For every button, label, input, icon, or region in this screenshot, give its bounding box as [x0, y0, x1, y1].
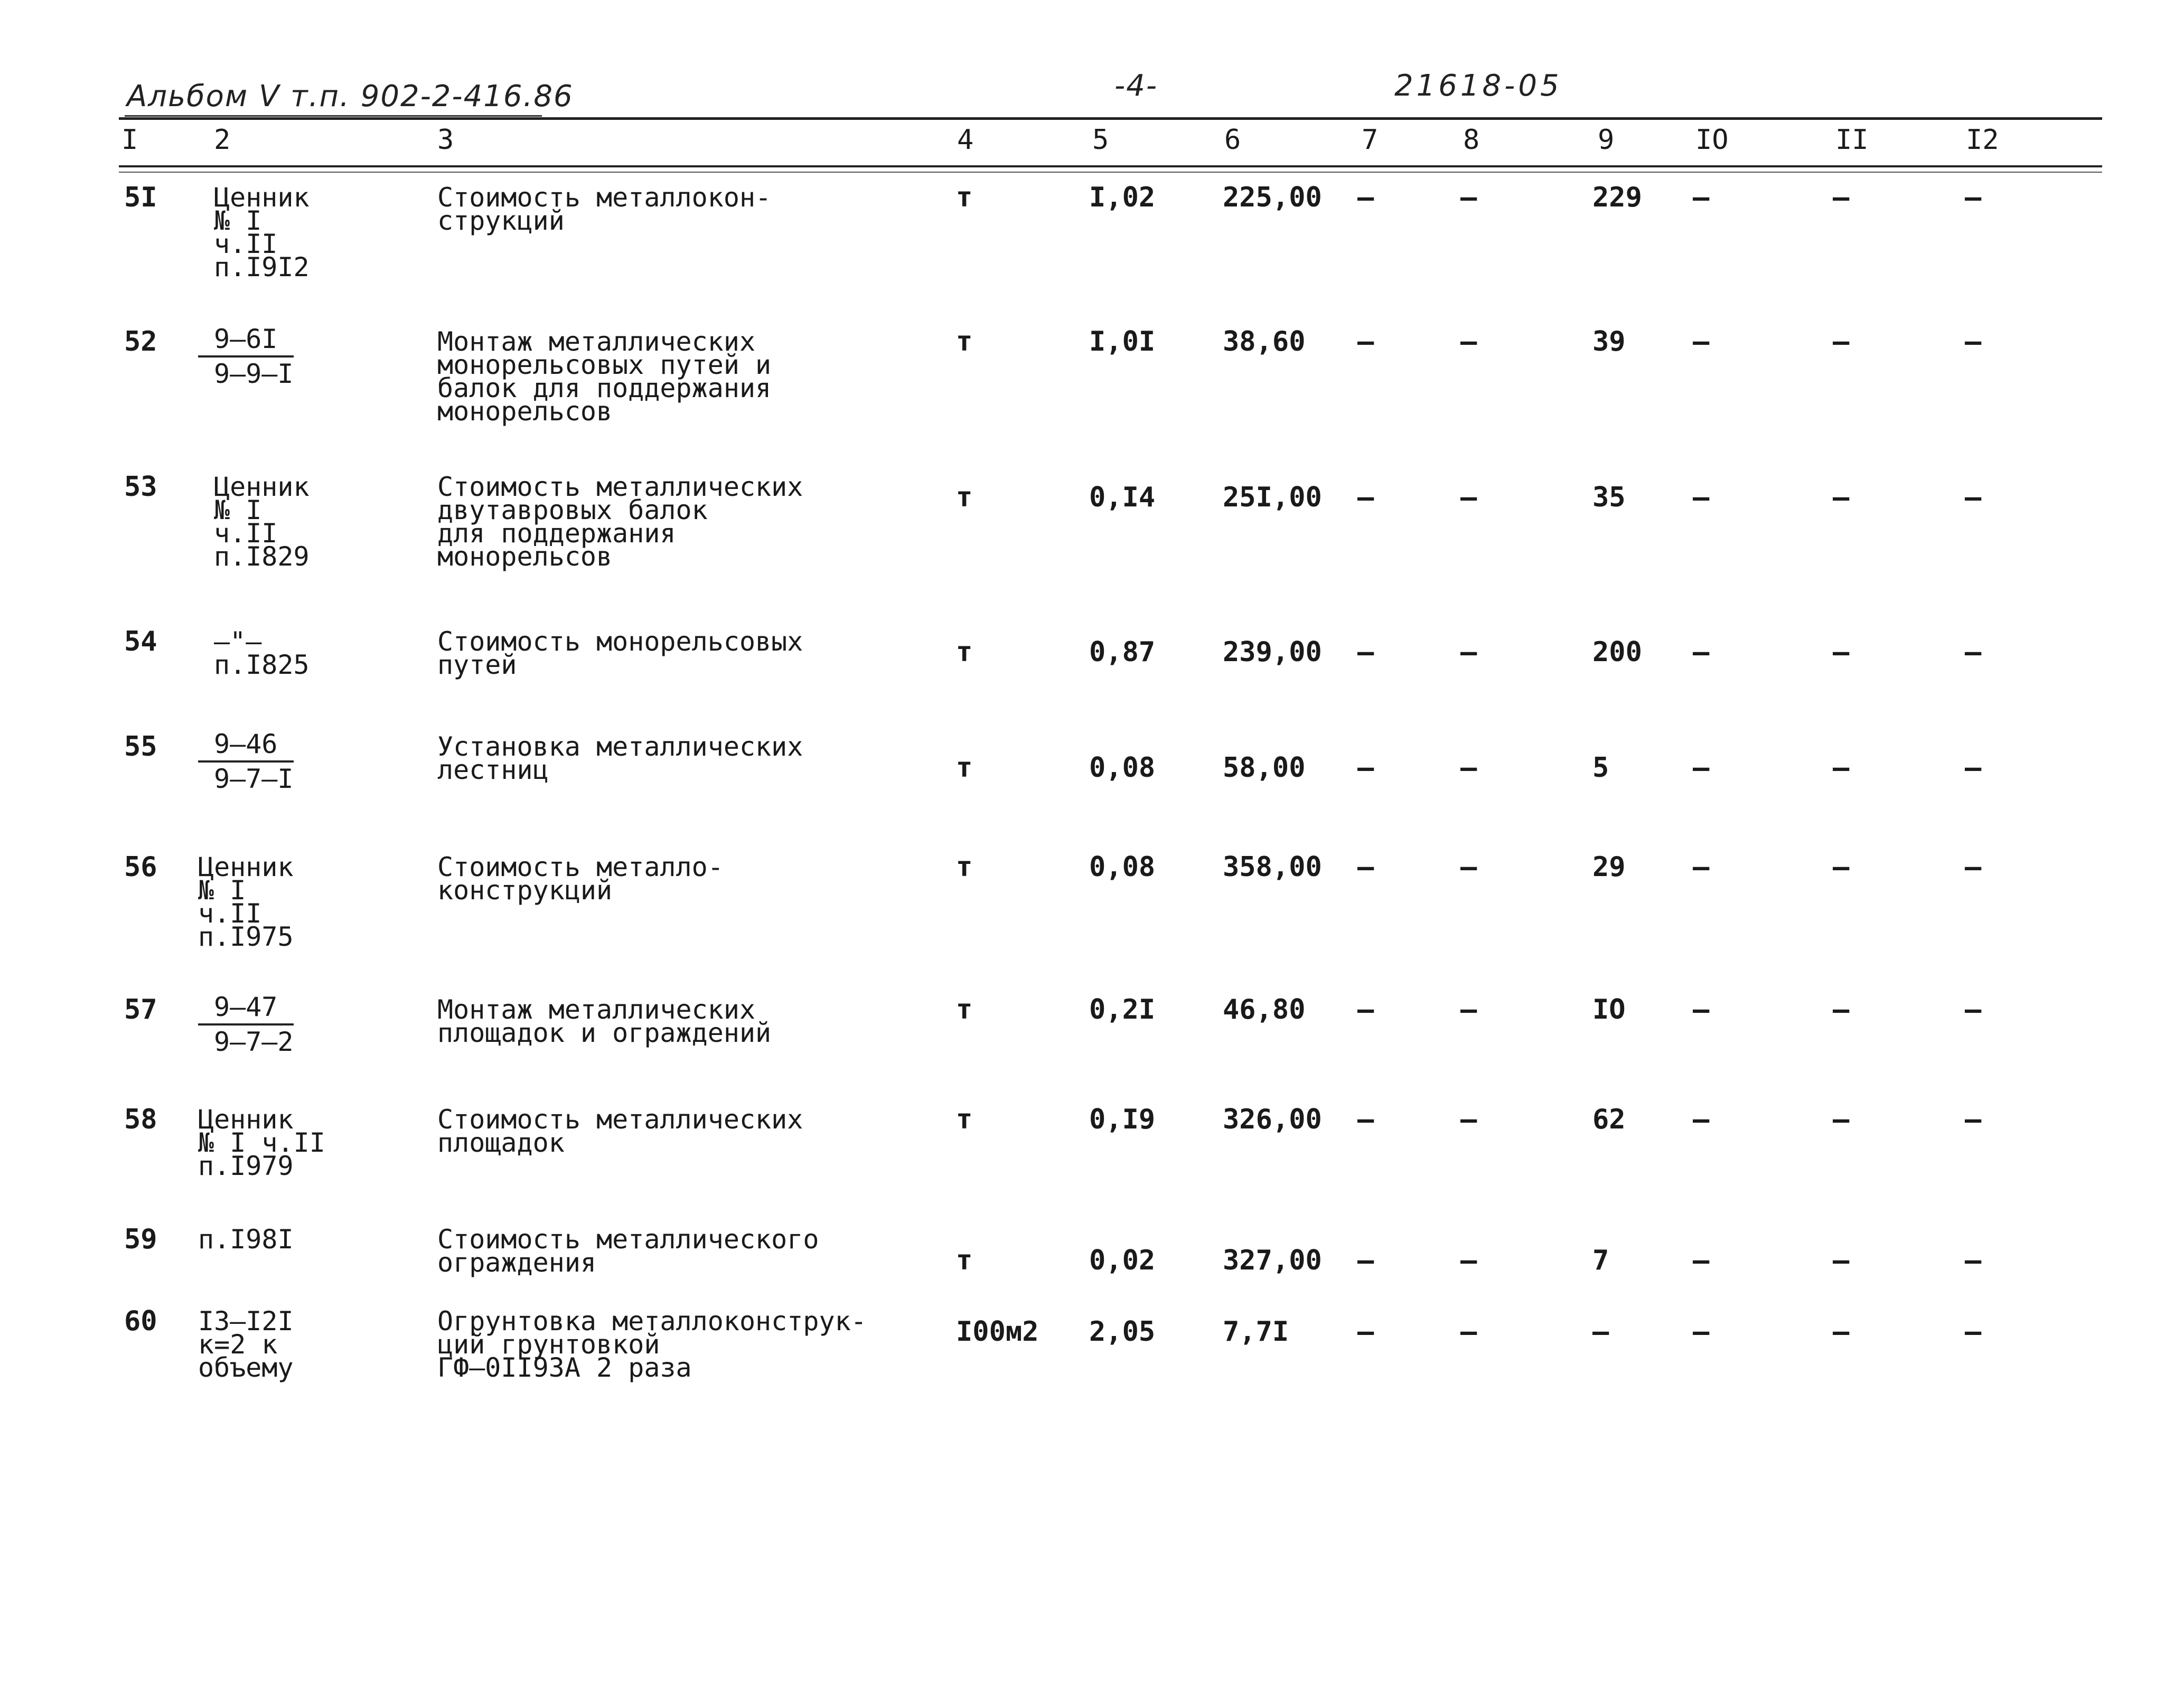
- quantity: 0,08: [1089, 752, 1156, 784]
- work-description: Стоимость металлических площадок: [437, 1104, 803, 1158]
- column-header-3: 3: [437, 124, 454, 156]
- unit-price: 58,00: [1223, 752, 1306, 784]
- unit: т: [956, 482, 973, 513]
- column-11-value: –: [1833, 636, 1850, 668]
- quantity: 0,2I: [1089, 994, 1156, 1026]
- column-header-5: 5: [1092, 124, 1109, 156]
- column-9-value: 200: [1592, 636, 1642, 668]
- column-12-value: –: [1965, 994, 1982, 1026]
- column-12-value: –: [1965, 851, 1982, 883]
- column-header-6: 6: [1224, 124, 1241, 156]
- quantity: 0,I4: [1089, 482, 1156, 513]
- unit-price: 25I,00: [1223, 482, 1322, 513]
- top-rule: [119, 117, 2102, 120]
- column-header-12: I2: [1966, 124, 1999, 156]
- column-header-4: 4: [957, 124, 974, 156]
- price-reference: п.I98I: [198, 1224, 294, 1255]
- unit-price: 358,00: [1223, 851, 1322, 883]
- norm-reference: [198, 731, 294, 792]
- column-11-value: –: [1833, 1104, 1850, 1135]
- column-8-value: –: [1460, 326, 1477, 358]
- column-7-value: –: [1357, 482, 1374, 513]
- column-12-value: –: [1965, 482, 1982, 513]
- work-description: Стоимость металлических двутавровых балок для поддержания монорельсов: [437, 472, 803, 572]
- column-header-11: II: [1835, 124, 1869, 156]
- column-10-value: –: [1693, 326, 1710, 358]
- column-7-value: –: [1357, 851, 1374, 883]
- work-description: Монтаж металлических площадок и ограждений: [437, 994, 772, 1048]
- column-8-value: –: [1460, 482, 1477, 513]
- column-12-value: –: [1965, 1245, 1982, 1276]
- column-12-value: –: [1965, 752, 1982, 784]
- column-7-value: –: [1357, 1104, 1374, 1135]
- document-code: 21618-05: [1394, 69, 1562, 103]
- column-12-value: –: [1965, 636, 1982, 668]
- column-10-value: –: [1693, 1104, 1710, 1135]
- column-11-value: –: [1833, 851, 1850, 883]
- column-11-value: –: [1833, 482, 1850, 513]
- column-8-value: –: [1460, 1316, 1477, 1348]
- column-10-value: –: [1693, 851, 1710, 883]
- column-8-value: –: [1460, 752, 1477, 784]
- unit: т: [956, 994, 973, 1026]
- column-header-10: IO: [1695, 124, 1729, 156]
- unit-price: 225,00: [1223, 182, 1322, 213]
- price-reference: Ценник № I ч.II п.I975: [198, 852, 294, 952]
- norm-reference-bottom: 9–7–2: [214, 1027, 294, 1057]
- norm-reference: [198, 326, 294, 387]
- column-11-value: –: [1833, 752, 1850, 784]
- unit-price: 38,60: [1223, 326, 1306, 358]
- row-number: 56: [124, 851, 157, 883]
- column-7-value: –: [1357, 752, 1374, 784]
- column-header-2: 2: [214, 124, 231, 156]
- column-8-value: –: [1460, 636, 1477, 668]
- unit-price: 46,80: [1223, 994, 1306, 1026]
- price-reference: Ценник № I ч.II п.I9I2: [214, 182, 310, 283]
- quantity: 0,I9: [1089, 1104, 1156, 1135]
- column-9-value: IO: [1592, 994, 1626, 1026]
- column-9-value: –: [1592, 1316, 1609, 1348]
- unit: т: [956, 752, 973, 784]
- norm-reference-bottom: 9–7–I: [214, 764, 294, 794]
- row-number: 59: [124, 1224, 157, 1255]
- column-12-value: –: [1965, 182, 1982, 213]
- column-9-value: 229: [1592, 182, 1642, 213]
- column-7-value: –: [1357, 994, 1374, 1026]
- page-mark: -4-: [1114, 69, 1158, 103]
- norm-reference: [198, 994, 294, 1055]
- column-10-value: –: [1693, 636, 1710, 668]
- column-7-value: –: [1357, 182, 1374, 213]
- row-number: 5I: [124, 182, 157, 213]
- column-10-value: –: [1693, 994, 1710, 1026]
- column-header-1: I: [121, 124, 138, 156]
- unit: т: [956, 636, 973, 668]
- norm-reference-top: 9–47: [198, 994, 294, 1026]
- column-7-value: –: [1357, 326, 1374, 358]
- column-11-value: –: [1833, 1245, 1850, 1276]
- quantity: 0,02: [1089, 1245, 1156, 1276]
- column-10-value: –: [1693, 1245, 1710, 1276]
- unit: т: [956, 182, 973, 213]
- column-9-value: 39: [1592, 326, 1626, 358]
- row-number: 53: [124, 471, 157, 503]
- column-11-value: –: [1833, 994, 1850, 1026]
- unit: т: [956, 326, 973, 358]
- work-description: Стоимость монорельсовых путей: [437, 626, 803, 680]
- column-7-value: –: [1357, 1245, 1374, 1276]
- unit: т: [956, 1104, 973, 1135]
- column-9-value: 7: [1592, 1245, 1609, 1276]
- row-number: 55: [124, 731, 157, 763]
- price-reference: Ценник № I ч.II п.I979: [198, 1104, 325, 1181]
- column-12-value: –: [1965, 1104, 1982, 1135]
- column-9-value: 5: [1592, 752, 1609, 784]
- column-header-8: 8: [1463, 124, 1480, 156]
- work-description: Стоимость металлокон- струкций: [437, 182, 772, 236]
- column-10-value: –: [1693, 182, 1710, 213]
- header-rule: [119, 165, 2102, 167]
- row-number: 58: [124, 1104, 157, 1135]
- price-reference: –"– п.I825: [214, 626, 310, 680]
- column-7-value: –: [1357, 1316, 1374, 1348]
- column-10-value: –: [1693, 752, 1710, 784]
- column-9-value: 62: [1592, 1104, 1626, 1135]
- quantity: I,0I: [1089, 326, 1156, 358]
- column-12-value: –: [1965, 326, 1982, 358]
- column-8-value: –: [1460, 1245, 1477, 1276]
- column-11-value: –: [1833, 326, 1850, 358]
- album-reference: Альбом V т.п. 902-2-416.86: [127, 79, 574, 114]
- work-description: Установка металлических лестниц: [437, 731, 803, 785]
- norm-reference-bottom: 9–9–I: [214, 359, 294, 389]
- column-10-value: –: [1693, 1316, 1710, 1348]
- column-7-value: –: [1357, 636, 1374, 668]
- column-8-value: –: [1460, 851, 1477, 883]
- unit-price: 7,7I: [1223, 1316, 1289, 1348]
- work-description: Стоимость металлического ограждения: [437, 1224, 819, 1278]
- quantity: 2,05: [1089, 1316, 1156, 1348]
- column-11-value: –: [1833, 1316, 1850, 1348]
- column-9-value: 29: [1592, 851, 1626, 883]
- unit: т: [956, 1245, 973, 1276]
- norm-reference-top: 9–6I: [198, 326, 294, 358]
- column-10-value: –: [1693, 482, 1710, 513]
- work-description: Стоимость металло- конструкций: [437, 852, 724, 906]
- album-underline: [125, 115, 542, 117]
- row-number: 60: [124, 1305, 157, 1337]
- quantity: I,02: [1089, 182, 1156, 213]
- row-number: 52: [124, 326, 157, 358]
- column-8-value: –: [1460, 1104, 1477, 1135]
- work-description: Монтаж металлических монорельсовых путей и балок для поддержания монорельсов: [437, 326, 772, 427]
- price-reference: I3–I2I к=2 к объему: [198, 1306, 294, 1383]
- row-number: 54: [124, 626, 157, 657]
- column-8-value: –: [1460, 994, 1477, 1026]
- header-rule-thin: [119, 172, 2102, 173]
- unit-price: 239,00: [1223, 636, 1322, 668]
- column-11-value: –: [1833, 182, 1850, 213]
- column-12-value: –: [1965, 1316, 1982, 1348]
- price-reference: Ценник № I ч.II п.I829: [214, 472, 310, 572]
- unit-price: 326,00: [1223, 1104, 1322, 1135]
- column-8-value: –: [1460, 182, 1477, 213]
- column-9-value: 35: [1592, 482, 1626, 513]
- norm-reference-top: 9–46: [198, 731, 294, 763]
- unit: I00м2: [956, 1316, 1039, 1348]
- quantity: 0,08: [1089, 851, 1156, 883]
- row-number: 57: [124, 994, 157, 1026]
- column-header-9: 9: [1598, 124, 1615, 156]
- unit-price: 327,00: [1223, 1245, 1322, 1276]
- unit: т: [956, 851, 973, 883]
- quantity: 0,87: [1089, 636, 1156, 668]
- column-header-7: 7: [1362, 124, 1379, 156]
- work-description: Огрунтовка металлоконструк- ций грунтовкой ГФ–0II93А 2 раза: [437, 1306, 867, 1383]
